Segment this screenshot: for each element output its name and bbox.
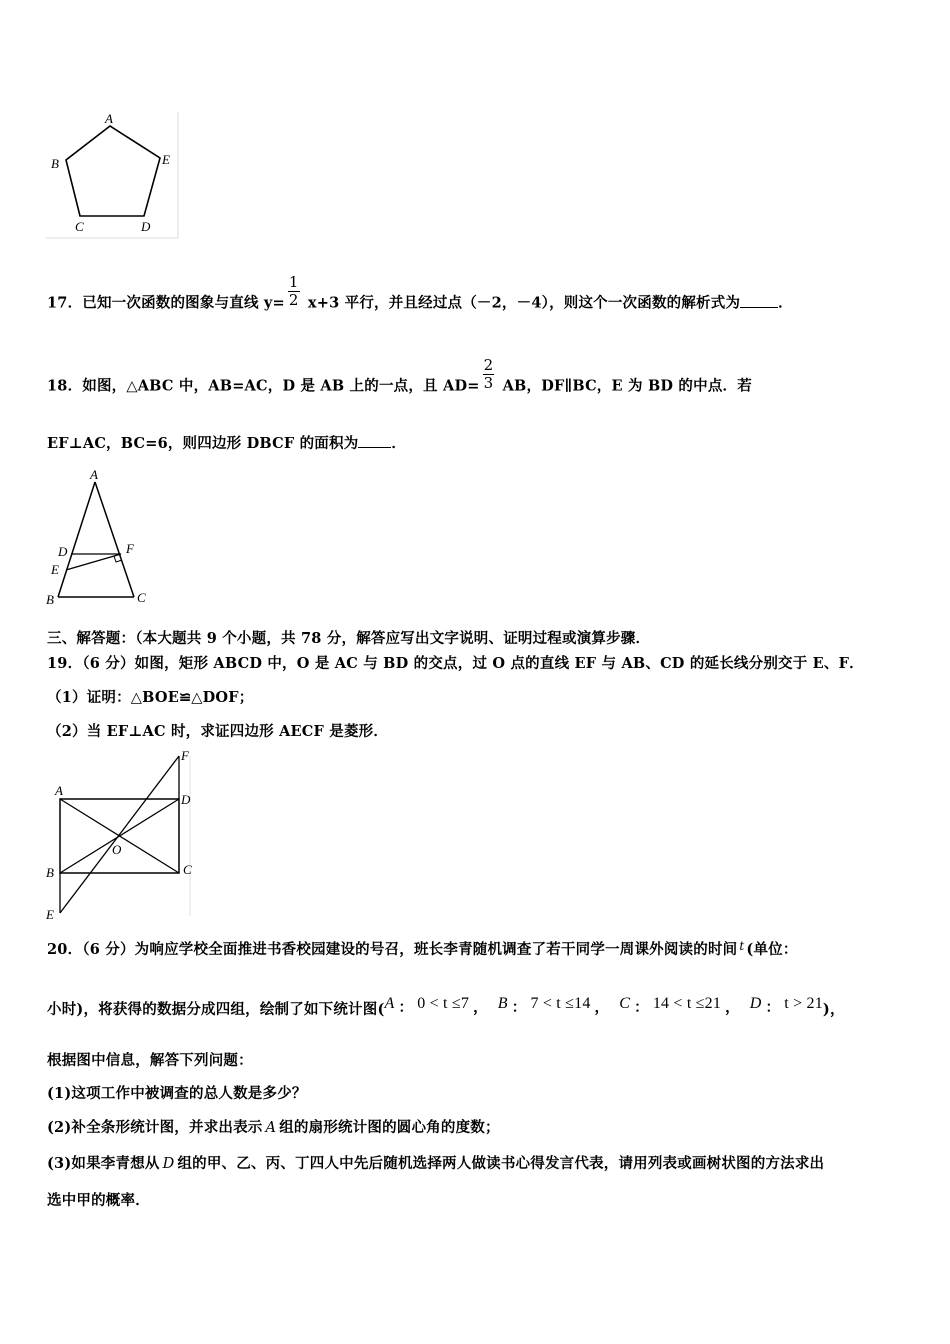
question-19-part1: （1）证明：△BOE≌△DOF；	[47, 689, 254, 706]
rect-label-f: F	[181, 748, 189, 763]
group-b-range: 7 < t ≤14	[530, 995, 591, 1012]
rect-label-c: C	[183, 862, 192, 877]
q20-p3-b: 组的甲、乙、丙、丁四人中先后随机选择两人做读书心得发言代表，请用列表或画树状图的方法求出	[177, 1155, 825, 1172]
q20-p2-b: 组的扇形统计图的圆心角的度数；	[279, 1119, 500, 1136]
pentagon-label-a: A	[105, 111, 113, 126]
group-c-comma: ，	[725, 999, 740, 1016]
group-a-range: 0 < t ≤7	[417, 995, 470, 1012]
q20-var-t: t	[739, 939, 745, 953]
group-d-range: t > 21	[784, 995, 823, 1012]
rect-label-d: D	[181, 792, 191, 807]
q17-frac-den: 2	[288, 291, 299, 309]
section-3-heading: 三、解答题：（本大题共 9 个小题，共 78 分，解答应写出文字说明、证明过程或演算步骤．	[47, 630, 651, 647]
pentagon-shape	[66, 126, 160, 216]
rectangle-figure	[40, 746, 200, 926]
group-c-label: C	[619, 995, 631, 1012]
q18-line2: EF⊥AC，BC=6，则四边形 DBCF 的面积为	[47, 435, 359, 452]
pentagon-label-c: C	[75, 219, 84, 234]
group-c-range: 14 < t ≤21	[652, 995, 722, 1012]
q20-line1-end: (单位：	[746, 941, 798, 958]
q20-p2-var: A	[265, 1120, 277, 1136]
group-b-colon: ：	[511, 999, 527, 1016]
q18-end: ．	[391, 435, 407, 452]
q18-fraction	[483, 357, 495, 392]
question-20-p2	[47, 1116, 500, 1137]
triangle-figure	[42, 468, 162, 608]
group-a-label: A	[384, 995, 395, 1012]
question-18-line2	[47, 432, 406, 453]
q20-p3-a: (3)如果李青想从	[47, 1155, 160, 1172]
triangle-label-c: C	[137, 590, 146, 605]
q20-p3-var: D	[162, 1156, 175, 1172]
pentagon-label-b: B	[51, 156, 59, 171]
q18-answer-blank[interactable]	[358, 435, 391, 448]
q17-answer-blank[interactable]	[740, 295, 778, 308]
q20-line2-prefix: 小时)，将获得的数据分成四组，绘制了如下统计图(	[47, 1001, 385, 1018]
question-19-stem: 19．（6 分）如图，矩形 ABCD 中，O 是 AC 与 BD 的交点，过 O 点的直线 EF 与 AB、CD 的延长线分别交于 E、F．	[47, 655, 864, 672]
question-18	[47, 356, 752, 404]
triangle-label-f: F	[126, 541, 134, 556]
rect-label-e: E	[46, 907, 54, 922]
question-20-p3	[47, 1152, 824, 1173]
rect-label-o: O	[112, 842, 122, 857]
q20-p2-a: (2)补全条形统计图，并求出表示	[47, 1119, 263, 1136]
question-20-line2	[47, 995, 845, 1019]
triangle-label-e: E	[51, 562, 59, 577]
group-d-label: D	[749, 995, 762, 1012]
q18-prefix: 18．如图，△ABC 中，AB=AC，D 是 AB 上的一点，且 AD=	[47, 377, 480, 395]
pentagon-label-e: E	[162, 152, 170, 167]
pentagon-figure	[42, 110, 182, 245]
question-20-line1	[47, 938, 798, 959]
q18-suffix: AB，DF∥BC，E 为 BD 的中点．若	[497, 377, 752, 395]
q17-prefix: 17．已知一次函数的图象与直线 y=	[47, 294, 285, 312]
question-17	[47, 273, 793, 321]
group-a-colon: ：	[398, 999, 414, 1016]
triangle-label-d: D	[58, 544, 68, 559]
pentagon-label-d: D	[141, 219, 151, 234]
group-b-comma: ，	[594, 999, 610, 1016]
group-b-label: B	[497, 995, 508, 1012]
triangle-label-a: A	[90, 468, 98, 482]
group-c-colon: ：	[634, 999, 649, 1016]
group-a-comma: ，	[473, 999, 488, 1016]
rect-label-b: B	[46, 865, 54, 880]
q18-frac-num: 2	[483, 356, 494, 374]
question-20-p3-line2: 选中甲的概率．	[47, 1192, 150, 1209]
rect-label-a: A	[55, 783, 63, 798]
q17-end: ．	[778, 294, 793, 312]
q18-frac-den: 3	[483, 374, 494, 392]
triangle-label-b: B	[46, 592, 54, 607]
question-19-part2: （2）当 EF⊥AC 时，求证四边形 AECF 是菱形．	[47, 723, 389, 740]
q20-line2-end: )，	[822, 1001, 845, 1018]
q17-fraction	[288, 274, 300, 309]
q17-suffix: x+3 平行，并且经过点（－2，－4），则这个一次函数的解析式为	[302, 294, 741, 312]
q20-line1: 20．（6 分）为响应学校全面推进书香校园建设的号召，班长李青随机调查了若干同学一周课外阅读的时间	[47, 941, 738, 958]
question-20-intro: 根据图中信息，解答下列问题：	[47, 1052, 253, 1069]
q17-frac-num: 1	[288, 273, 299, 291]
question-20-p1: (1)这项工作中被调查的总人数是多少？	[47, 1085, 307, 1102]
group-d-colon: ：	[765, 999, 781, 1016]
